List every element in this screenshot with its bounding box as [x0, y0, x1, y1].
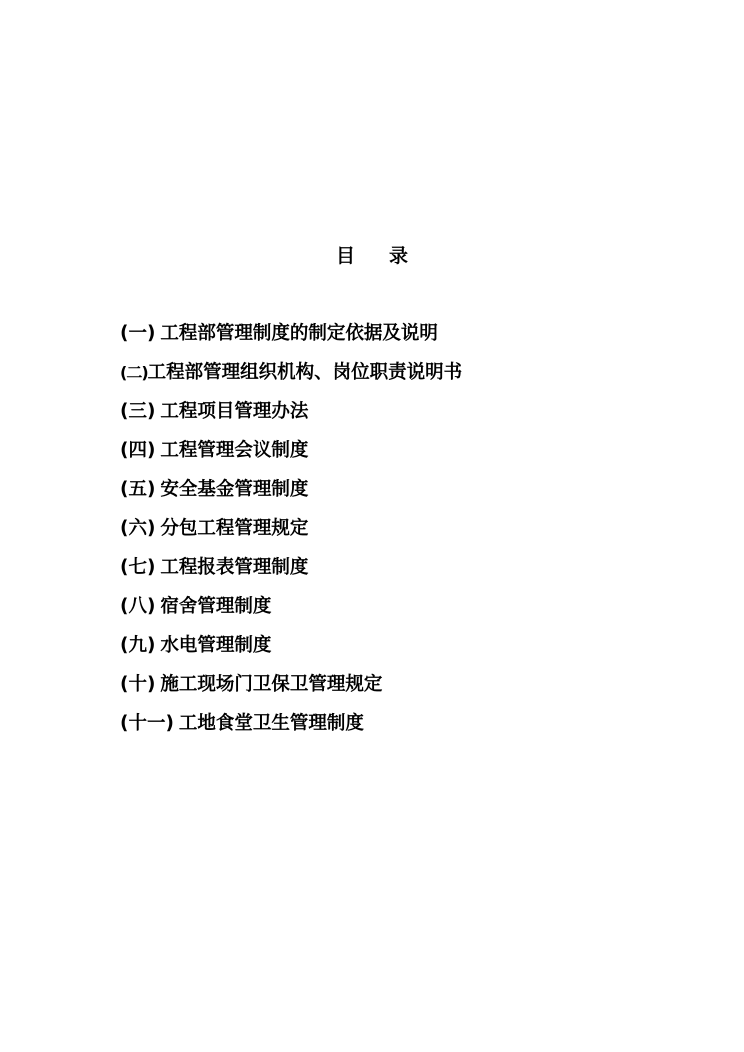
- toc-item-text: 工地食堂卫生管理制度: [178, 713, 364, 734]
- toc-item-number: (三): [120, 401, 156, 422]
- toc-item-9: [120, 632, 680, 671]
- toc-item-number: (九): [120, 635, 156, 656]
- toc-item-number: (六): [120, 518, 156, 539]
- toc-item-number: (八): [120, 596, 156, 617]
- toc-item-number: (七): [120, 557, 156, 578]
- toc-item-7: [120, 554, 680, 593]
- toc-item-5: [120, 476, 680, 515]
- toc-item-8: [120, 593, 680, 632]
- toc-item-2: [120, 359, 680, 398]
- toc-item-text: 安全基金管理制度: [160, 479, 309, 500]
- toc-item-text: 工程部管理组织机构、岗位职责说明书: [147, 362, 463, 383]
- toc-item-11: [120, 710, 680, 749]
- toc-item-3: [120, 398, 680, 437]
- toc-item-number: (十): [120, 674, 156, 695]
- toc-item-text: 分包工程管理规定: [160, 518, 309, 539]
- toc-item-text: 工程部管理制度的制定依据及说明: [160, 323, 438, 344]
- toc-item-number: (五): [120, 479, 156, 500]
- toc-item-number: (十一): [120, 713, 174, 734]
- toc-item-number: (一): [120, 323, 156, 344]
- toc-item-text: 工程项目管理办法: [160, 401, 309, 422]
- toc-item-text: 施工现场门卫保卫管理规定: [160, 674, 383, 695]
- toc-item-10: [120, 671, 680, 710]
- toc-item-text: 工程报表管理制度: [160, 557, 309, 578]
- toc-title-char-1: 目: [335, 245, 355, 267]
- table-of-contents: [120, 320, 680, 749]
- toc-item-text: 水电管理制度: [160, 635, 272, 656]
- toc-item-6: [120, 515, 680, 554]
- toc-item-number: (二): [120, 363, 148, 382]
- toc-item-1: [120, 320, 680, 359]
- toc-title-char-2: 录: [389, 245, 409, 267]
- toc-title: [0, 243, 744, 269]
- toc-item-4: [120, 437, 680, 476]
- toc-item-number: (四): [120, 440, 156, 461]
- toc-item-text: 工程管理会议制度: [160, 440, 309, 461]
- toc-item-text: 宿舍管理制度: [160, 596, 272, 617]
